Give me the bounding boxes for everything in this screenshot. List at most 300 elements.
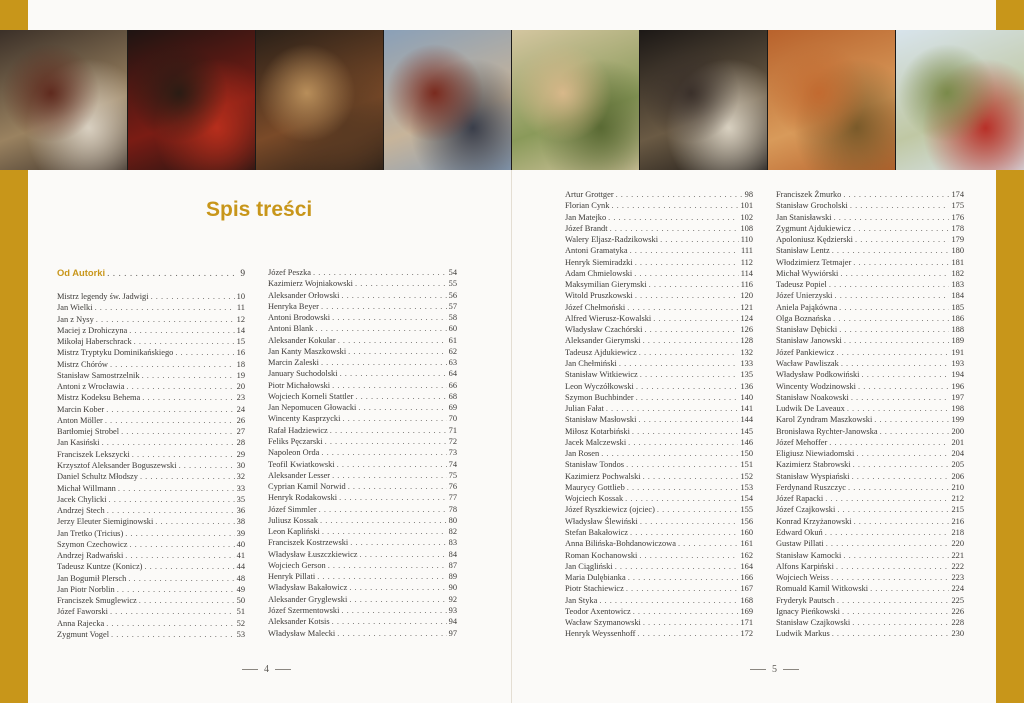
toc-leader-dots	[836, 561, 950, 572]
toc-entry-page: 82	[448, 527, 457, 537]
toc-entry-name: Wojciech Kossak	[565, 494, 624, 504]
toc-entry-name: Juliusz Kossak	[268, 515, 319, 525]
toc-entry-name: Anna Rajecka	[57, 618, 105, 628]
toc-entry-page: 102	[740, 212, 753, 222]
toc-entry-page: 169	[740, 606, 753, 616]
toc-entry	[776, 527, 964, 538]
toc-entry-name: Anton Möller	[57, 415, 103, 425]
toc-entry-name: Józef Brandt	[565, 223, 608, 233]
toc-entry	[268, 391, 457, 402]
toc-leader-dots	[852, 471, 950, 482]
toc-entry-page: 197	[951, 392, 964, 402]
toc-entry	[565, 245, 753, 256]
toc-entry	[57, 561, 245, 572]
toc-entry	[565, 561, 753, 572]
toc-entry	[565, 550, 753, 561]
toc-entry-page: 60	[448, 324, 457, 334]
toc-entry	[776, 212, 964, 223]
toc-entry-name: Józef Faworski	[57, 607, 108, 617]
toc-entry-page: 204	[951, 449, 964, 459]
toc-entry-name: Marcin Zaleski	[268, 358, 319, 368]
toc-entry	[776, 628, 964, 639]
toc-entry	[776, 369, 964, 380]
toc-leader-dots	[843, 550, 949, 561]
toc-leader-dots	[657, 504, 739, 515]
toc-leader-dots	[826, 538, 950, 549]
toc-entry	[268, 537, 457, 548]
toc-leader-dots	[825, 527, 950, 538]
toc-entry-page: 166	[740, 573, 753, 583]
toc-entry-name: Henryk Pillati	[268, 572, 316, 582]
toc-leader-dots	[175, 347, 234, 358]
toc-entry-name: Aleksander Kokular	[268, 335, 336, 345]
toc-entry-page: 110	[740, 235, 753, 245]
toc-leader-dots	[839, 302, 949, 313]
toc-entry-name: Kazimierz Pochwalski	[565, 471, 641, 481]
toc-entry-page: 215	[951, 505, 964, 515]
painting-two-figures	[256, 30, 384, 170]
toc-entry-page: 167	[740, 584, 753, 594]
toc-entry-name: Aleksander Gryglewski	[268, 594, 348, 604]
toc-leader-dots	[337, 628, 446, 639]
toc-leader-dots	[128, 573, 234, 584]
toc-entry	[268, 605, 457, 616]
toc-entry-name: Kazimierz Wojniakowski	[268, 279, 353, 289]
toc-entry-page: 188	[951, 325, 964, 335]
toc-entry-page: 126	[740, 325, 753, 335]
toc-entry-page: 145	[740, 426, 753, 436]
toc-leader-dots	[315, 323, 446, 334]
toc-entry-name: Szymon Czechowicz	[57, 539, 128, 549]
toc-entry-name: Aleksander Lesser	[268, 470, 331, 480]
toc-leader-dots	[313, 267, 447, 278]
toc-entry	[57, 291, 245, 302]
page-number-dash	[275, 669, 291, 670]
toc-entry-name: Antoni Gramatyka	[565, 246, 628, 256]
toc-leader-dots	[843, 189, 949, 200]
toc-leader-dots	[350, 537, 446, 548]
toc-entry-name: Edward Okuń	[776, 527, 823, 537]
toc-leader-dots	[608, 212, 738, 223]
toc-leader-dots	[836, 347, 949, 358]
toc-entry-page: 120	[740, 291, 753, 301]
toc-leader-dots	[332, 312, 447, 323]
toc-entry-page: 108	[740, 223, 753, 233]
toc-entry	[565, 358, 753, 369]
painting-mother-child	[768, 30, 896, 170]
toc-entry-name: Wacław Pawliszak	[776, 358, 839, 368]
toc-entry-page: 87	[448, 560, 457, 570]
toc-entry-name: Mistrz Chórów	[57, 359, 108, 369]
toc-entry	[57, 415, 245, 426]
toc-leader-dots	[630, 245, 739, 256]
toc-leader-dots	[634, 268, 739, 279]
toc-entry-name: Maurycy Gottlieb	[565, 482, 625, 492]
toc-entry-name: Józef Ryszkiewicz (ojciec)	[565, 505, 655, 515]
toc-entry-page: 210	[951, 482, 964, 492]
toc-leader-dots	[853, 257, 949, 268]
toc-leader-dots	[129, 539, 234, 550]
toc-entry-name: Wincenty Kasprzycki	[268, 414, 341, 424]
toc-entry-page: 155	[740, 505, 753, 515]
toc-entry-name: Henryk Siemiradzki	[565, 257, 633, 267]
toc-entry-name: Jan Matejko	[565, 212, 607, 222]
toc-entry	[776, 459, 964, 470]
toc-leader-dots	[841, 358, 950, 369]
toc-entry-name: Marcin Kober	[57, 404, 105, 414]
toc-entry	[565, 617, 753, 628]
toc-entry-name: Jan Stanisławski	[776, 212, 832, 222]
toc-leader-dots	[832, 245, 950, 256]
toc-entry-page: 223	[951, 573, 964, 583]
toc-entry	[57, 471, 245, 482]
toc-entry-name: Apoloniusz Kędzierski	[776, 235, 853, 245]
toc-leader-dots	[643, 617, 739, 628]
toc-leader-dots	[825, 493, 949, 504]
painting-rider-red	[896, 30, 1024, 170]
toc-leader-dots	[332, 380, 447, 391]
toc-entry	[268, 582, 457, 593]
page-number-value: 4	[264, 664, 269, 675]
toc-entry-page: 111	[741, 246, 753, 256]
toc-leader-dots	[640, 516, 739, 527]
toc-entry	[57, 302, 245, 313]
toc-leader-dots	[606, 403, 739, 414]
toc-entry-name: Jan Ciągliński	[565, 561, 613, 571]
toc-leader-dots	[337, 459, 447, 470]
page-number-left	[236, 664, 297, 675]
toc-leader-dots	[610, 223, 739, 234]
toc-entry-page: 201	[951, 437, 964, 447]
toc-entry-page: 152	[740, 471, 753, 481]
toc-entry-page: 193	[951, 358, 964, 368]
toc-leader-dots	[317, 571, 446, 582]
toc-entry-page: 56	[448, 290, 457, 300]
toc-entry-page: 230	[951, 629, 964, 639]
toc-leader-dots	[856, 448, 949, 459]
toc-entry-page: 175	[951, 201, 964, 211]
toc-entry-page: 112	[740, 257, 753, 267]
toc-leader-dots	[643, 335, 739, 346]
toc-entry	[268, 504, 457, 515]
toc-entry-page: 189	[951, 336, 964, 346]
toc-leader-dots	[144, 561, 234, 572]
toc-leader-dots	[611, 200, 738, 211]
toc-leader-dots	[643, 471, 739, 482]
toc-entry-name: Włodzimierz Tetmajer	[776, 257, 852, 267]
toc-entry-page: 80	[448, 515, 457, 525]
toc-entry	[268, 301, 457, 312]
toc-entry-name: Stanisław Czajkowski	[776, 618, 851, 628]
toc-entry-page: 92	[448, 594, 457, 604]
toc-leader-dots	[636, 381, 739, 392]
toc-entry-page: 186	[951, 313, 964, 323]
toc-entry-page: 32	[236, 472, 245, 482]
toc-entry-page: 140	[740, 392, 753, 402]
toc-leader-dots	[626, 459, 738, 470]
toc-entry-name: Stanisław Dębicki	[776, 325, 838, 335]
toc-leader-dots	[110, 359, 235, 370]
toc-entry-name: Stanisław Noakowski	[776, 392, 849, 402]
toc-leader-dots	[616, 189, 743, 200]
toc-entry	[776, 381, 964, 392]
toc-leader-dots	[842, 606, 949, 617]
toc-entry-page: 94	[448, 617, 457, 627]
toc-entry-name: Henryk Rodakowski	[268, 493, 338, 503]
toc-entry-name: Leon Wyczółkowski	[565, 381, 634, 391]
toc-entry-name: Tadeusz Ajdukiewicz	[565, 347, 637, 357]
toc-entry	[776, 257, 964, 268]
toc-leader-dots	[96, 314, 235, 325]
toc-entry-page: 144	[740, 415, 753, 425]
toc-leader-dots	[633, 606, 739, 617]
toc-entry-page: 196	[951, 381, 964, 391]
toc-entry	[57, 370, 245, 381]
toc-leader-dots	[338, 335, 447, 346]
toc-entry	[268, 594, 457, 605]
toc-entry-page: 180	[951, 246, 964, 256]
toc-entry-page: 182	[951, 268, 964, 278]
toc-entry	[268, 616, 457, 627]
toc-entry	[57, 550, 245, 561]
toc-leader-dots	[870, 583, 949, 594]
toc-entry-page: 16	[236, 348, 245, 358]
toc-entry-name: Walery Eljasz-Radzikowski	[565, 235, 659, 245]
toc-entry	[565, 381, 753, 392]
toc-entry-page: 29	[236, 449, 245, 459]
toc-entry-page: 212	[951, 494, 964, 504]
toc-leader-dots	[639, 550, 738, 561]
toc-entry-name: Wojciech Korneli Stattler	[268, 391, 354, 401]
toc-entry	[776, 538, 964, 549]
toc-entry-page: 18	[236, 359, 245, 369]
toc-leader-dots	[319, 504, 447, 515]
toc-leader-dots	[126, 381, 234, 392]
toc-leader-dots	[625, 493, 738, 504]
toc-entry-page: 93	[448, 605, 457, 615]
toc-leader-dots	[129, 325, 234, 336]
toc-entry-page: 77	[448, 493, 457, 503]
toc-leader-dots	[95, 302, 235, 313]
toc-entry-name: Stanisław Witkiewicz	[565, 370, 638, 380]
toc-leader-dots	[844, 335, 950, 346]
toc-entry-name: Jan Piotr Norblin	[57, 584, 115, 594]
toc-entry-name: Zygmunt Vogel	[57, 629, 110, 639]
toc-entry-page: 198	[951, 404, 964, 414]
toc-entry-page: 54	[448, 268, 457, 277]
toc-entry	[57, 449, 245, 460]
toc-entry	[57, 336, 245, 347]
toc-entry	[57, 606, 245, 617]
toc-entry-page: 141	[740, 404, 753, 414]
toc-entry	[776, 268, 964, 279]
toc-entry-page: 70	[448, 414, 457, 424]
toc-entry-page: 225	[951, 595, 964, 605]
toc-entry-page: 156	[740, 516, 753, 526]
toc-leader-dots	[829, 437, 949, 448]
toc-leader-dots	[109, 494, 235, 505]
toc-entry-name: Krzysztof Aleksander Boguszewski	[57, 460, 177, 470]
toc-entry-name: Władysław Podkowiński	[776, 370, 860, 380]
toc-entry-name: Władysław Czachórski	[565, 325, 643, 335]
toc-entry-name: Franciszek Lekszycki	[57, 449, 130, 459]
toc-entry	[565, 583, 753, 594]
toc-entry-page: 154	[740, 494, 753, 504]
toc-entry	[565, 347, 753, 358]
toc-leader-dots	[322, 526, 447, 537]
toc-leader-dots	[660, 234, 739, 245]
toc-leader-dots	[847, 403, 950, 414]
toc-entry	[268, 515, 457, 526]
toc-entry-name: Jan Rosen	[565, 449, 600, 459]
toc-entry	[776, 234, 964, 245]
toc-entry-name: Władysław Ślewiński	[565, 516, 638, 526]
toc-entry	[565, 223, 753, 234]
toc-entry-name: Władysław Łuszczkiewicz	[268, 549, 358, 559]
toc-leader-dots	[832, 628, 950, 639]
toc-entry-page: 168	[740, 595, 753, 605]
toc-leader-dots	[649, 279, 739, 290]
toc-entry	[776, 347, 964, 358]
toc-entry-page: 49	[236, 584, 245, 594]
toc-entry	[268, 346, 457, 357]
toc-entry-page: 221	[951, 550, 964, 560]
toc-entry-name: Fryderyk Pautsch	[776, 595, 835, 605]
toc-leader-dots	[341, 290, 446, 301]
toc-leader-dots	[835, 290, 950, 301]
toc-leader-dots	[110, 606, 235, 617]
toc-leader-dots	[635, 257, 739, 268]
toc-entry-page: 63	[448, 358, 457, 368]
toc-entry-page: 73	[448, 448, 457, 458]
toc-entry-page: 19	[236, 370, 245, 380]
toc-entry-name: Rafał Hadziewicz	[268, 425, 328, 435]
toc-leader-dots	[628, 572, 739, 583]
toc-entry	[565, 268, 753, 279]
toc-entry	[565, 482, 753, 493]
toc-entry-name: Jan Wielki	[57, 303, 93, 313]
toc-column-3	[565, 189, 753, 640]
toc-leader-dots	[854, 516, 950, 527]
toc-entry-page: 164	[740, 561, 753, 571]
toc-entry	[565, 324, 753, 335]
toc-entry	[776, 561, 964, 572]
toc-entry	[565, 606, 753, 617]
toc-entry	[57, 381, 245, 392]
toc-entry-page: 178	[951, 223, 964, 233]
toc-leader-dots	[360, 549, 447, 560]
toc-entry-page: 101	[740, 201, 753, 211]
toc-leader-dots	[358, 402, 446, 413]
toc-entry	[57, 629, 245, 640]
toc-entry	[268, 312, 457, 323]
toc-entry-name: Wincenty Wodzinowski	[776, 381, 857, 391]
toc-entry	[565, 212, 753, 223]
toc-leader-dots	[630, 527, 738, 538]
toc-leader-dots	[349, 582, 446, 593]
toc-entry	[268, 357, 457, 368]
toc-entry	[565, 459, 753, 470]
toc-entry-page: 74	[448, 459, 457, 469]
toc-entry	[57, 494, 245, 505]
toc-entry-name: Józef Unierzyski	[776, 291, 833, 301]
toc-entry-page: 71	[448, 425, 457, 435]
toc-entry	[776, 617, 964, 628]
toc-leader-dots	[639, 347, 739, 358]
toc-entry-page: 191	[951, 347, 964, 357]
toc-entry-page: 218	[951, 527, 964, 537]
toc-leader-dots	[321, 301, 447, 312]
toc-entry	[776, 550, 964, 561]
toc-entry-name: Józef Rapacki	[776, 494, 824, 504]
toc-entry	[776, 572, 964, 583]
toc-entry	[776, 200, 964, 211]
toc-entry-page: 40	[236, 539, 245, 549]
toc-entry-name: Bartłomiej Strobel	[57, 427, 120, 437]
toc-entry-name: Ludwik De Laveaux	[776, 404, 845, 414]
toc-entry-page: 98	[744, 190, 753, 199]
toc-entry	[565, 313, 753, 324]
toc-leader-dots	[107, 505, 235, 516]
toc-entry	[57, 437, 245, 448]
toc-entry-page: 162	[740, 550, 753, 560]
toc-column-2	[268, 267, 457, 639]
toc-entry-page: 90	[448, 583, 457, 593]
toc-entry-page: 51	[236, 607, 245, 617]
toc-entry-page: 14	[236, 325, 245, 335]
toc-leader-dots	[332, 616, 447, 627]
toc-leader-dots	[355, 278, 447, 289]
toc-entry	[776, 606, 964, 617]
toc-leader-dots	[839, 324, 949, 335]
toc-entry-page: 39	[236, 528, 245, 538]
toc-leader-dots	[852, 617, 949, 628]
toc-leader-dots	[837, 595, 950, 606]
toc-entry-name: Anna Bilińska-Bohdanowiczowa	[565, 539, 676, 549]
toc-entry-page: 97	[448, 628, 457, 638]
toc-entry-name: Władysław Bakałowicz	[268, 583, 348, 593]
toc-entry	[57, 528, 245, 539]
toc-entry-name: Ferdynand Ruszczyc	[776, 482, 847, 492]
toc-leader-dots	[134, 336, 235, 347]
toc-leader-dots	[330, 425, 447, 436]
toc-leader-dots	[640, 369, 739, 380]
toc-entry-page: 23	[236, 393, 245, 403]
toc-leader-dots	[638, 414, 738, 425]
toc-entry-name: Jan Kanty Maszkowski	[268, 346, 347, 356]
toc-leader-dots	[151, 291, 235, 302]
toc-entry	[776, 414, 964, 425]
toc-entry-name: Franciszek Żmurko	[776, 190, 842, 199]
toc-entry	[57, 325, 245, 336]
toc-entry-page: 222	[951, 561, 964, 571]
page-number-right	[744, 664, 805, 675]
toc-entry-page: 55	[448, 279, 457, 289]
painting-red-portrait	[128, 30, 256, 170]
toc-entry-page: 132	[740, 347, 753, 357]
toc-entry-name: Roman Kochanowski	[565, 550, 638, 560]
toc-entry	[776, 403, 964, 414]
toc-entry-name: Jan Nepomucen Głowacki	[268, 403, 357, 413]
toc-leader-dots	[341, 605, 446, 616]
toc-entry-page: 50	[236, 596, 245, 606]
toc-entry-name: Henryk Weyssenhoff	[565, 629, 636, 639]
toc-leader-dots	[880, 426, 950, 437]
toc-entry	[268, 481, 457, 492]
toc-entry-name: Konrad Krzyżanowski	[776, 516, 852, 526]
toc-entry-page: 226	[951, 606, 964, 616]
toc-leader-dots	[858, 381, 949, 392]
